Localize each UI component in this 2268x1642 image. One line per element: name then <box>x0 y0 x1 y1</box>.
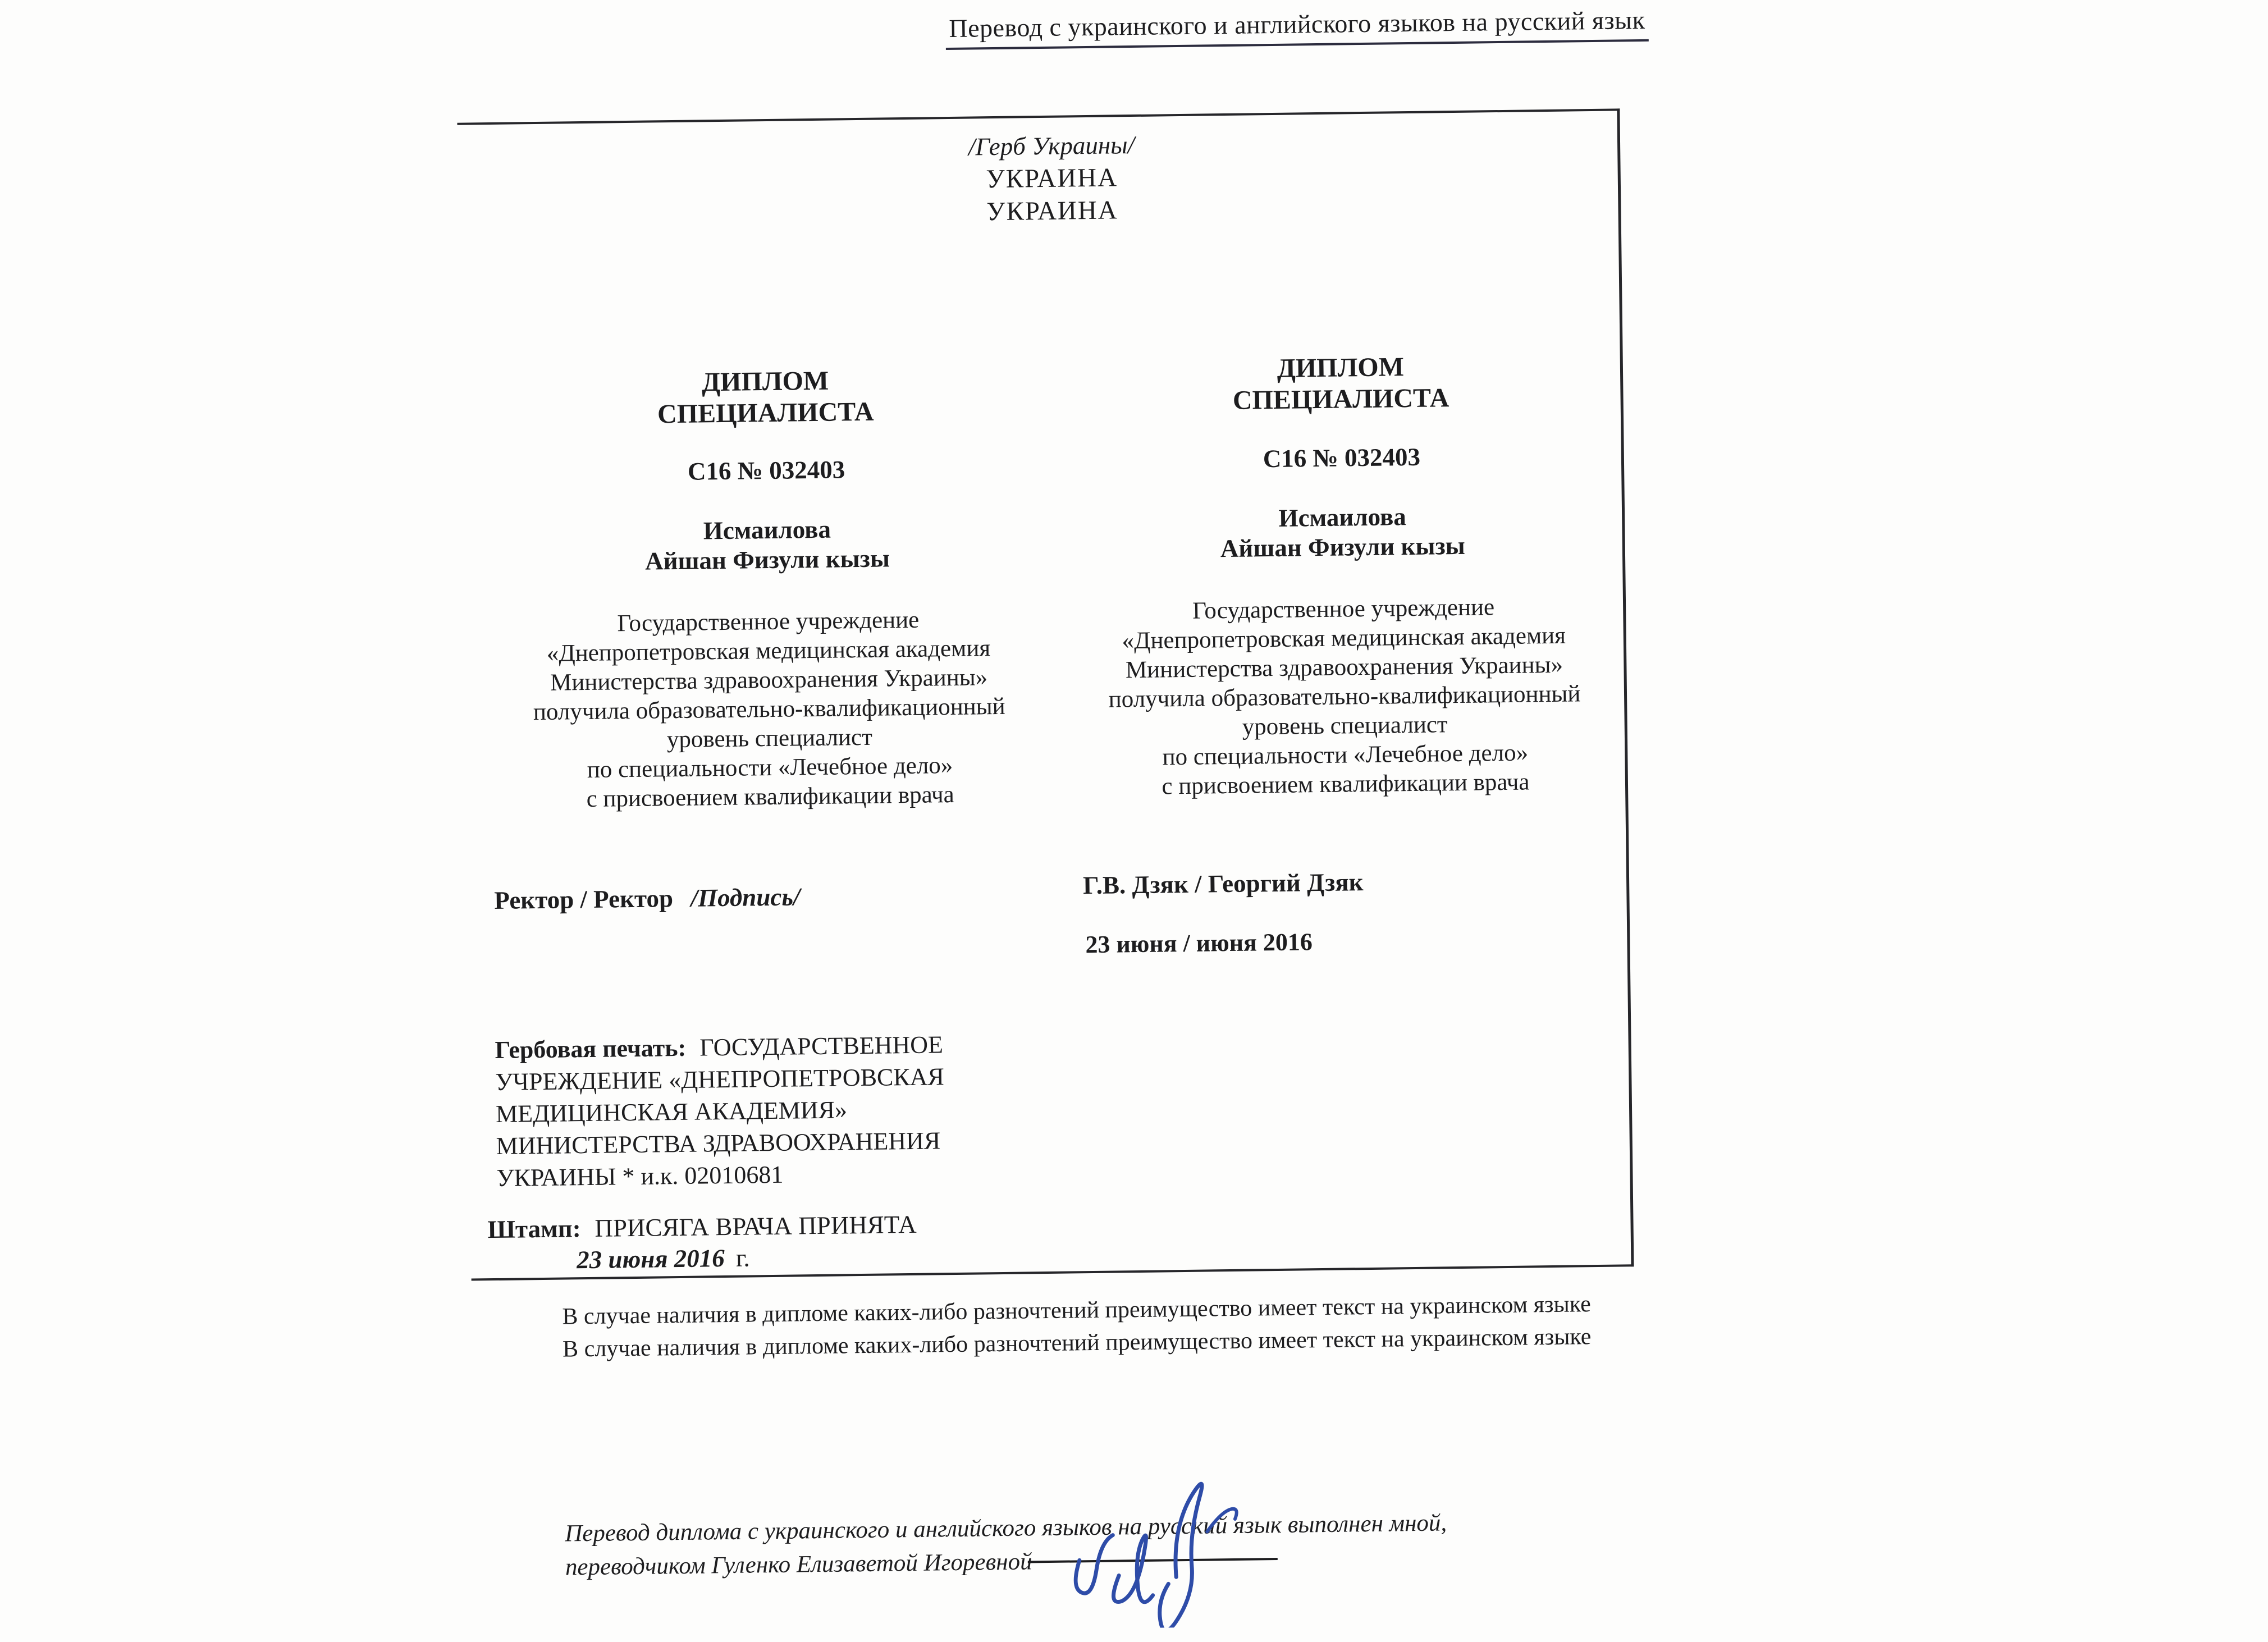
stamp-date: 23 июня 2016 <box>576 1244 725 1274</box>
emblem-note: /Герб Украины/ <box>968 130 1135 161</box>
stamp-line <box>487 1210 917 1244</box>
body-right-line7: с присвоением квалификации врача <box>1162 769 1530 800</box>
body-right-line3: Министерства здравоохранения Украины» <box>1125 651 1563 684</box>
emblem-block <box>771 127 1333 231</box>
body-left-line5: уровень специалист <box>666 724 873 753</box>
diploma-title-right-line2: СПЕЦИАЛИСТА <box>1232 383 1449 415</box>
diploma-number-left: С16 № 032403 <box>687 455 845 486</box>
translator-attestation-line2: переводчиком Гуленко Елизаветой Игоревной <box>565 1548 1032 1581</box>
rector-line <box>494 882 801 915</box>
stamp-text: ПРИСЯГА ВРАЧА ПРИНЯТА <box>595 1210 917 1242</box>
holder-givenname-left: Айшан Физули кызы <box>644 544 890 575</box>
stamp-date-suffix: г. <box>735 1243 750 1272</box>
stamp-date-line <box>577 1243 750 1274</box>
holder-surname-left: Исмаилова <box>703 515 831 545</box>
diploma-body-right <box>1091 592 1598 802</box>
body-left-line2: «Днепропетровская медицинская академия <box>546 635 991 667</box>
issue-date-line: 23 июня / июня 2016 <box>1085 928 1313 959</box>
holder-givenname-right: Айшан Физули кызы <box>1220 531 1466 563</box>
body-right-line6: по специальности «Лечебное дело» <box>1162 739 1529 771</box>
diploma-number-right: С16 № 032403 <box>1263 442 1421 473</box>
signer-name-line: Г.В. Дзяк / Георгий Дзяк <box>1082 868 1364 900</box>
diploma-title-left-line2: СПЕЦИАЛИСТА <box>657 396 874 429</box>
body-left-line7: с присвоением квалификации врача <box>586 781 954 812</box>
holder-name-left <box>514 513 1020 578</box>
seal-line2: УЧРЕЖДЕНИЕ «ДНЕПРОПЕТРОВСКАЯ <box>495 1063 945 1096</box>
translator-attestation <box>565 1506 1447 1584</box>
body-right-line5: уровень специалист <box>1242 711 1448 740</box>
translation-header-text: Перевод с украинского и английского языков на русский язык <box>945 5 1649 50</box>
seal-description <box>495 1028 1024 1194</box>
seal-line3: МЕДИЦИНСКАЯ АКАДЕМИЯ» <box>495 1096 848 1128</box>
diploma-body-left <box>515 605 1023 815</box>
body-left-line6: по специальности «Лечебное дело» <box>587 752 953 783</box>
seal-label: Гербовая печать: <box>495 1033 687 1064</box>
translator-attestation-line1: Перевод диплома с украинского и английского языков на русский язык выполнен мной, <box>564 1510 1447 1547</box>
seal-line1-rest: ГОСУДАРСТВЕННОЕ <box>699 1031 944 1062</box>
discrepancy-clause-line2: В случае наличия в дипломе каких-либо разночтений преимущество имеет текст на украинском языке <box>562 1324 1592 1362</box>
seal-line4: МИНИСТЕРСТВА ЗДРАВООХРАНЕНИЯ <box>496 1127 941 1160</box>
holder-surname-right: Исмаилова <box>1278 502 1407 532</box>
body-left-line4: получила образовательно-квалификационный <box>533 693 1005 726</box>
diploma-title-left <box>513 363 1018 432</box>
seal-line5: УКРАИНЫ * и.к. 02010681 <box>496 1160 784 1192</box>
body-right-line2: «Днепропетровская медицинская академия <box>1122 622 1566 655</box>
country-name-2: УКРАИНА <box>986 195 1119 227</box>
body-right-line4: получила образовательно-квалификационный <box>1108 680 1581 713</box>
body-left-line1: Государственное учреждение <box>617 606 920 637</box>
stamp-label: Штамп: <box>487 1214 581 1244</box>
diploma-title-left-line1: ДИПЛОМ <box>701 365 829 397</box>
holder-name-right <box>1090 500 1595 565</box>
rector-label: Ректор / Ректор <box>494 884 674 914</box>
signature-placeholder-note: /Подпись/ <box>691 882 801 912</box>
discrepancy-clause-line1: В случае наличия в дипломе каких-либо разночтений преимущество имеет текст на украинском языке <box>562 1291 1591 1330</box>
discrepancy-clause-block <box>562 1288 1592 1365</box>
country-name-1: УКРАИНА <box>986 163 1118 194</box>
handwritten-signature <box>1059 1463 1309 1629</box>
translation-header <box>923 4 1671 50</box>
diploma-title-right <box>1088 349 1594 418</box>
body-left-line3: Министерства здравоохранения Украины» <box>550 664 988 696</box>
diploma-title-right-line1: ДИПЛОМ <box>1277 352 1405 383</box>
body-right-line1: Государственное учреждение <box>1192 594 1495 624</box>
